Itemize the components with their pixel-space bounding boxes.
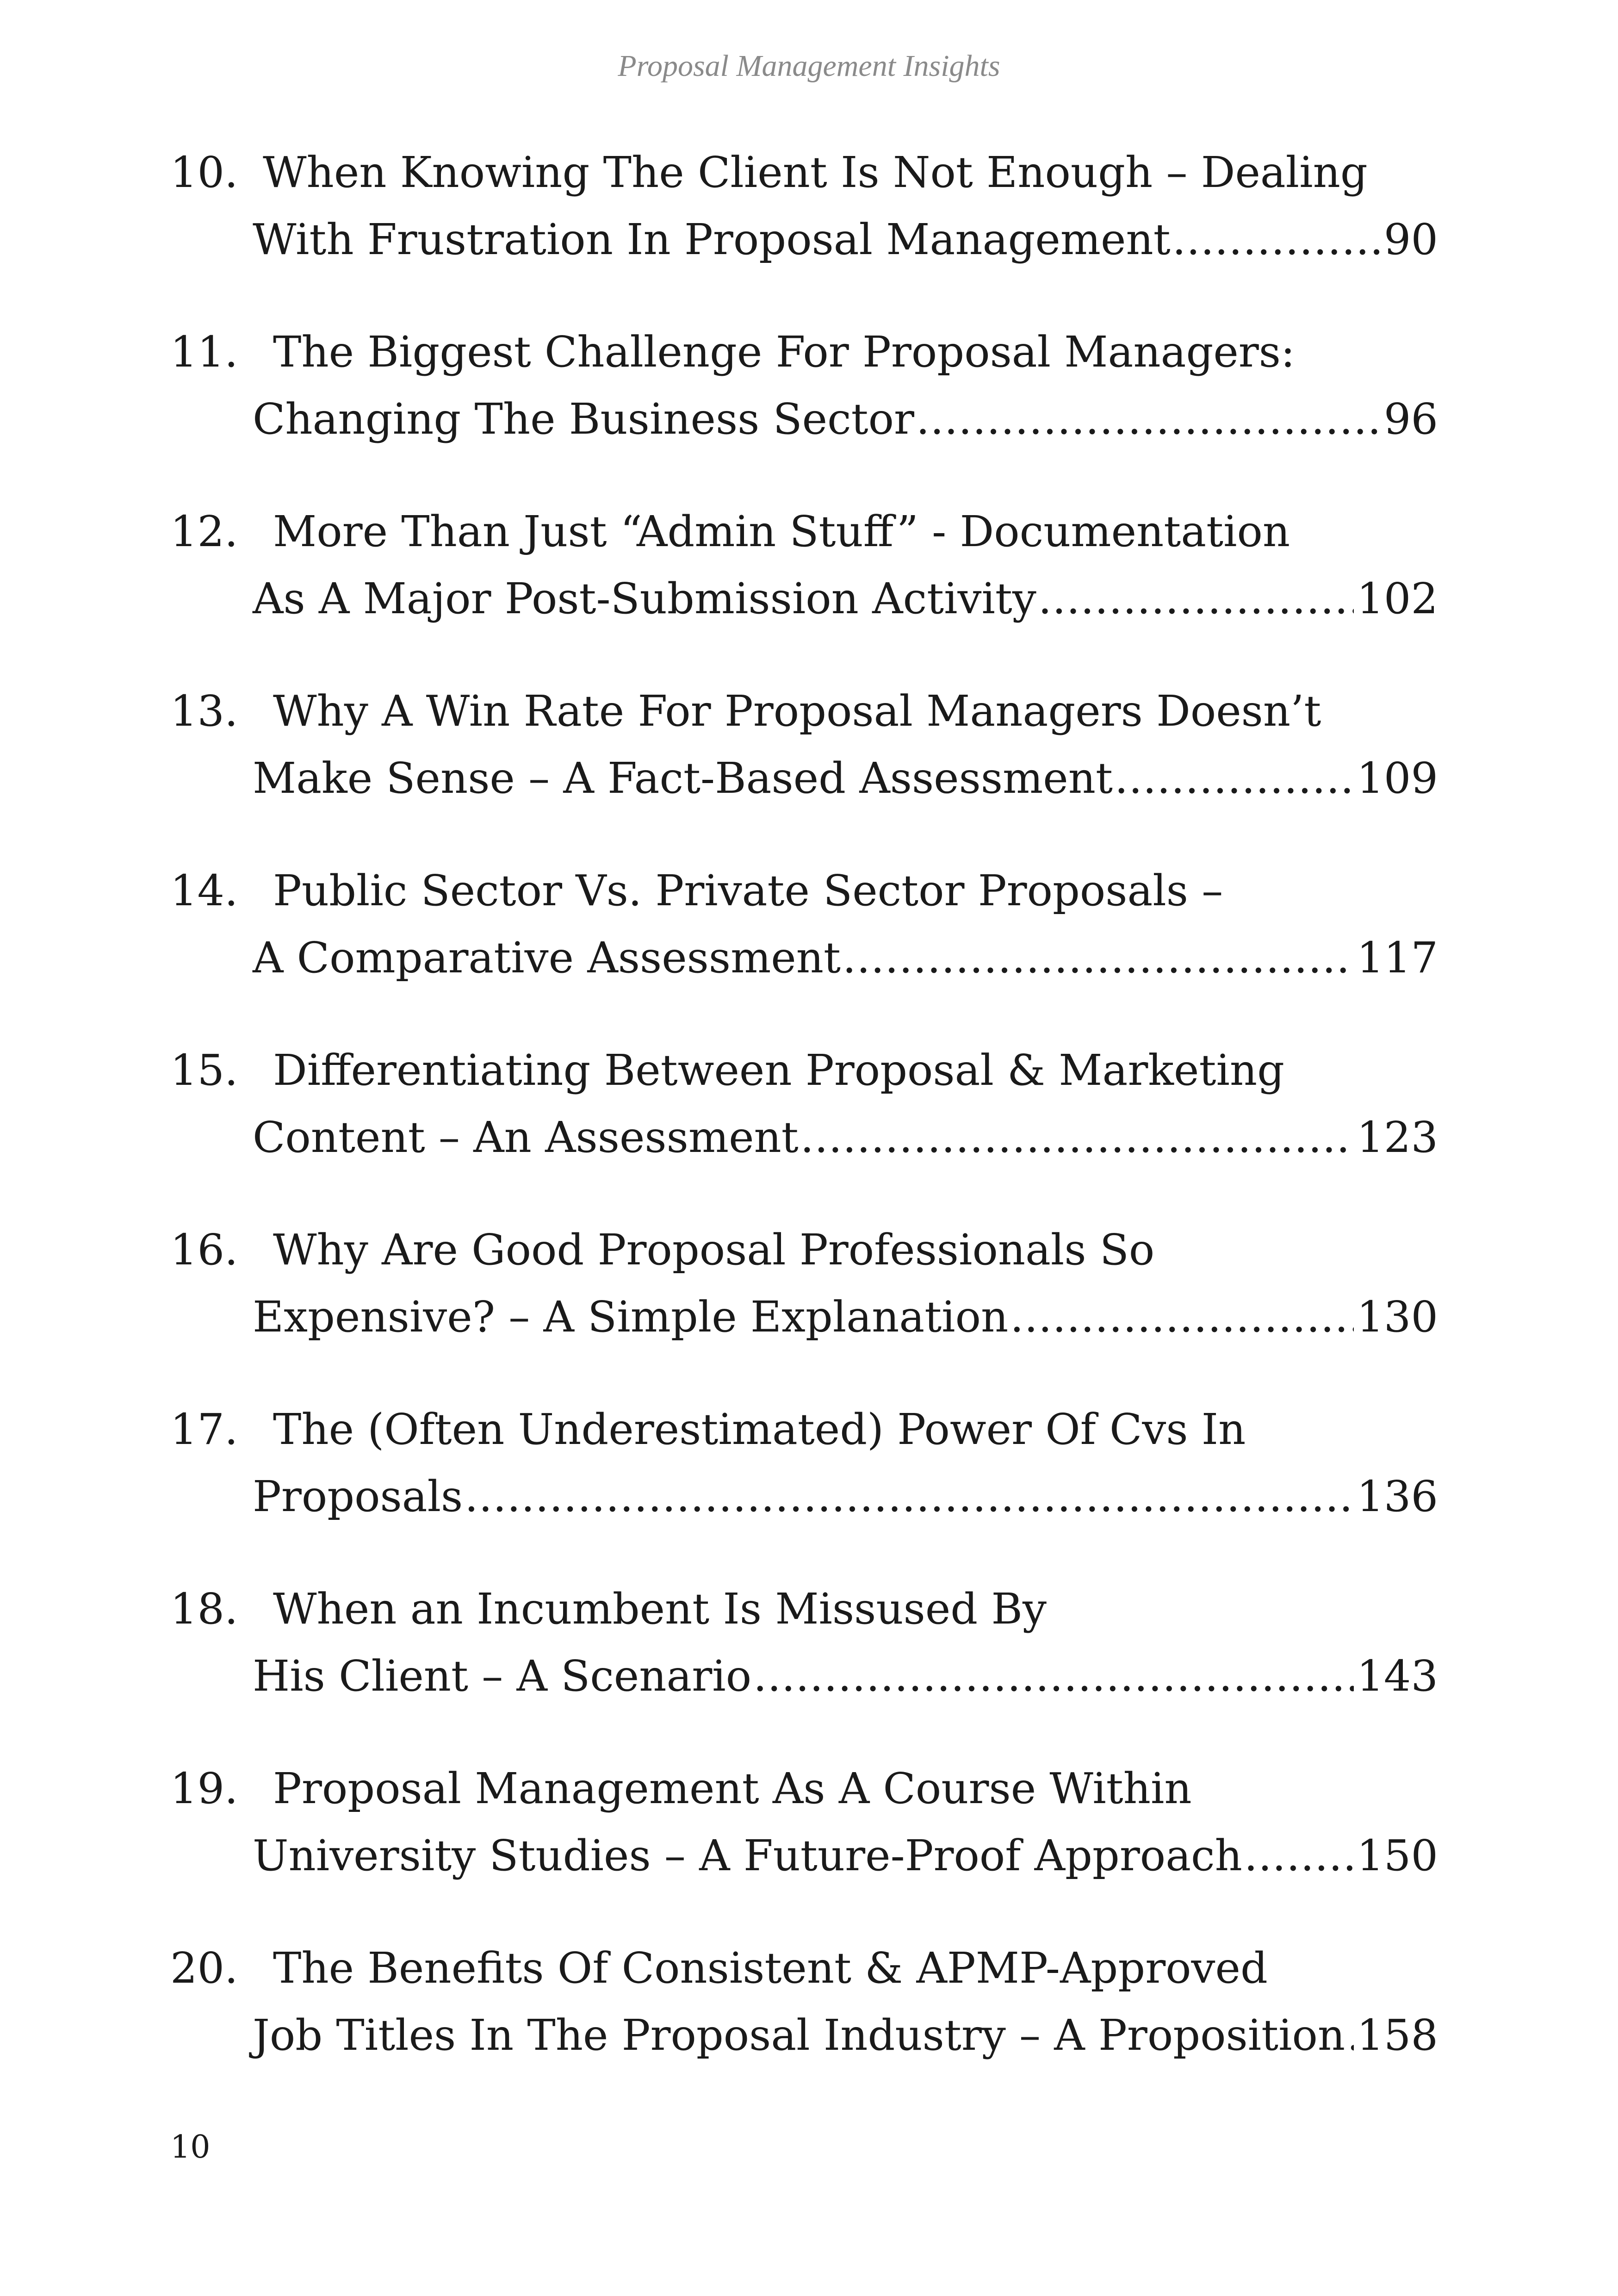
- toc-entry-page: 150: [1357, 1831, 1438, 1880]
- dot-leader: [753, 1643, 1354, 1710]
- toc-entry-title-line1: Why A Win Rate For Proposal Managers Doesn’t: [273, 686, 1321, 736]
- toc-entry-title-line1: More Than Just “Admin Stuff” - Documentation: [273, 507, 1290, 556]
- toc-entry-title-line2: University Studies – A Future-Proof Approach: [253, 1831, 1242, 1880]
- toc-entry-17[interactable]: [170, 1396, 1438, 1575]
- toc-entry-number: 20.: [170, 1943, 238, 1993]
- toc-entry-title-line2: Expensive? – A Simple Explanation: [253, 1292, 1009, 1342]
- toc-entry-line2: [253, 1822, 1438, 1889]
- toc-entry-16[interactable]: [170, 1216, 1438, 1396]
- toc-entry-page: 102: [1357, 574, 1438, 623]
- toc-entry-14[interactable]: [170, 857, 1438, 1037]
- toc-entry-number: 19.: [170, 1764, 238, 1813]
- toc-entry-title-line1: Public Sector Vs. Private Sector Proposals –: [273, 866, 1223, 915]
- toc-entry-10[interactable]: [170, 139, 1438, 318]
- toc-entry-page: 123: [1357, 1113, 1438, 1162]
- toc-entry-title-line2: A Comparative Assessment: [253, 933, 841, 983]
- toc-entry-line2: [253, 1643, 1438, 1710]
- toc-entry-title-line2: Job Titles In The Proposal Industry – A Proposition: [253, 2010, 1345, 2060]
- dot-leader: [843, 924, 1354, 991]
- toc-entry-18[interactable]: [170, 1575, 1438, 1755]
- toc-entry-title-line2: With Frustration In Proposal Management: [253, 215, 1171, 264]
- toc-entry-line2: [253, 2002, 1438, 2069]
- page-number: 10: [170, 2129, 211, 2165]
- toc-entry-page: 96: [1383, 394, 1438, 444]
- toc-entry-page: 109: [1357, 753, 1438, 803]
- toc-entry-number: 14.: [170, 866, 238, 915]
- toc-entry-page: 90: [1383, 215, 1438, 264]
- toc-entry-title-line1: The Biggest Challenge For Proposal Managers:: [273, 327, 1295, 377]
- dot-leader: [1172, 206, 1381, 273]
- toc-entry-20[interactable]: [170, 1935, 1438, 2114]
- dot-leader: [1010, 1283, 1354, 1350]
- toc-entry-13[interactable]: [170, 678, 1438, 857]
- toc-entry-line2: [253, 206, 1438, 273]
- toc-entry-title-line2: His Client – A Scenario: [253, 1651, 752, 1701]
- toc-entry-15[interactable]: [170, 1037, 1438, 1216]
- dot-leader: [1038, 565, 1354, 632]
- toc-entry-title-line1: The (Often Underestimated) Power Of Cvs In: [273, 1405, 1246, 1454]
- toc-entry-page: 130: [1357, 1292, 1438, 1342]
- toc-entry-number: 13.: [170, 686, 238, 736]
- toc-entry-title-line1: When an Incumbent Is Missused By: [273, 1584, 1047, 1634]
- dot-leader: [916, 386, 1381, 453]
- dot-leader: [1244, 1822, 1354, 1889]
- toc-entry-title-line1: The Benefits Of Consistent & APMP-Approved: [273, 1943, 1268, 1993]
- toc-entry-title-line1: When Knowing The Client Is Not Enough – Dealing: [263, 148, 1368, 197]
- toc-entry-title-line1: Why Are Good Proposal Professionals So: [273, 1225, 1155, 1275]
- toc-entry-12[interactable]: [170, 498, 1438, 678]
- toc-entry-title-line2: As A Major Post-Submission Activity: [253, 574, 1036, 623]
- toc-entry-title-line2: Proposals: [253, 1472, 463, 1521]
- toc-entry-page: 143: [1357, 1651, 1438, 1701]
- toc-entry-line2: [253, 565, 1438, 632]
- toc-entry-number: 11.: [170, 327, 238, 377]
- running-header: Proposal Management Insights: [618, 49, 1000, 83]
- toc-entry-line2: [253, 924, 1438, 991]
- dot-leader: [800, 1104, 1354, 1171]
- toc-entry-line2: [253, 745, 1438, 812]
- toc-entry-title-line2: Changing The Business Sector: [253, 394, 914, 444]
- dot-leader: [465, 1463, 1354, 1530]
- toc-entry-title-line2: Make Sense – A Fact-Based Assessment: [253, 753, 1113, 803]
- toc-entry-line2: [253, 1104, 1438, 1171]
- toc-entry-line2: [253, 386, 1438, 453]
- toc-entry-number: 16.: [170, 1225, 238, 1275]
- dot-leader: [1347, 2002, 1354, 2069]
- toc-entry-line2: [253, 1463, 1438, 1530]
- dot-leader: [1115, 745, 1354, 812]
- toc-entry-number: 12.: [170, 507, 238, 556]
- toc-entry-title-line2: Content – An Assessment: [253, 1113, 799, 1162]
- toc-entry-number: 18.: [170, 1584, 238, 1634]
- toc-entry-line2: [253, 1283, 1438, 1350]
- toc-entry-number: 15.: [170, 1045, 238, 1095]
- toc-entry-11[interactable]: [170, 318, 1438, 498]
- table-of-contents: [170, 139, 1438, 2114]
- toc-entry-title-line1: Proposal Management As A Course Within: [273, 1764, 1192, 1813]
- toc-entry-number: 10.: [170, 148, 238, 197]
- toc-entry-number: 17.: [170, 1405, 238, 1454]
- toc-entry-title-line1: Differentiating Between Proposal & Marketing: [273, 1045, 1285, 1095]
- toc-entry-19[interactable]: [170, 1755, 1438, 1935]
- toc-entry-page: 136: [1357, 1472, 1438, 1521]
- toc-entry-page: 117: [1357, 933, 1438, 983]
- toc-entry-page: 158: [1357, 2010, 1438, 2060]
